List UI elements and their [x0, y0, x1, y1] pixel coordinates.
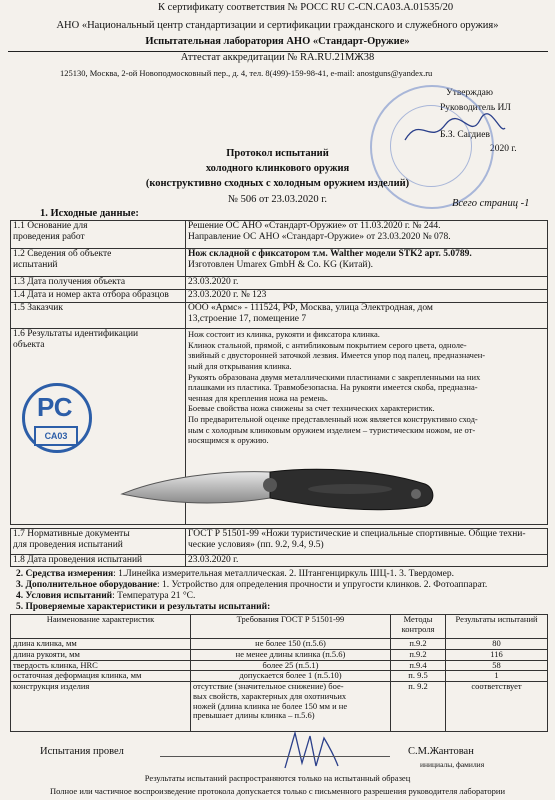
approve-label: Утверждаю: [446, 88, 493, 98]
table-row: 1.7 Нормативные документы для проведения испытаний ГОСТ Р 51501-99 «Ножи туристические и специальные спортивные. Общие техни- ческие условия» (пп. 9.2, 9.4, 9.5): [11, 529, 548, 555]
certificate-reference: К сертификату соответствия № РОСС RU С-CN.CA03.A.01535/20: [158, 2, 454, 13]
tested-by-label: Испытания провел: [40, 746, 124, 757]
approver-signature: [400, 110, 510, 150]
requirement-line: превышает длины клинка – п.5.6): [193, 710, 315, 721]
address-line: 125130, Москва, 2-ой Новоподмосковный пер., д. 4, тел. 8(499)-159-98-41, e-mail: anostguns@yandex.ru: [60, 68, 433, 78]
table-row: 1.3 Дата получения объекта 23.03.2020 г.: [11, 277, 548, 290]
accreditation-line: Аттестат аккредитации № RA.RU.21МЖ38: [180, 52, 375, 63]
tester-signature: [280, 728, 340, 773]
table-row: длина клинка, мм не более 150 (п.5.6) п.9.2 80: [11, 639, 548, 650]
table-row: 1.2 Сведения об объекте испытаний Нож складной с фиксатором т.м. Walther модели STK2 арт. 5.0789. Изготовлен Umarex GmbH & Co. KG (Китай).: [11, 249, 548, 277]
measuring-tools: 2. Средства измерения: 1.Линейка измерительная металлическая. 2. Штангенциркуль ШЦ-1. 3. Твердомер.: [16, 569, 454, 579]
table-row: 1.8 Дата проведения испытаний 23.03.2020 г.: [11, 555, 548, 567]
normative-table: [10, 528, 548, 567]
table-row: 1.5 Заказчик ООО «Армс» - 111524, РФ, Москва, улица Электродная, дом 13,строение 17, помещение 7: [11, 303, 548, 329]
footer-note-2: Полное или частичное воспроизведение протокола допускается только с письменного разрешения руководителя лаборатории: [50, 786, 505, 796]
table-row: 1.6 Результаты идентификации объекта Нож состоит из клинка, рукояти и фиксатора клинка. Клинок стальной, прямой, с антибликовым покрытием серого цвета, одноле- звийный с двусторонней заточкой лезвия. Имеется упор под палец, предназначен- ный для открывания клинка. Рукоять образована двумя металлическими пластинами с закрепленными на них плашками из пластика. Травмобезопасна. На рукояти имеется скоба, предназна- ченная для крепления ножа на ремень. Боевые свойства ножа снижены за счет технических характеристик. По предварительной оценке представленный нож является конструктивно сход- ным с холодным клинковым оружием изделием – туристическим ножом, не от- носящимся к оружию.: [11, 329, 548, 525]
table-header-row: Наименование характеристик Требования ГОСТ Р 51501-99 Методы контроля Результаты испытаний: [11, 615, 548, 639]
protocol-title: Протокол испытаний: [226, 148, 329, 159]
requirement-line: вых свойств, характерных для охотничьих: [193, 690, 347, 701]
test-conditions: 4. Условия испытаний: Температура 21 °С.: [16, 591, 196, 601]
laboratory-name: Испытательная лаборатория АНО «Стандарт-Оружие»: [145, 36, 410, 47]
table-row: длина рукояти, мм не менее длины клинка (п.5.6) п.9.2 116: [11, 649, 548, 660]
footer-note-1: Результаты испытаний распространяются только на испытанный образец: [144, 773, 411, 783]
page-count: Всего страниц -1: [452, 198, 530, 209]
protocol-number: № 506 от 23.03.2020 г.: [228, 194, 327, 205]
requirement-line: отсутствие (значительное снижение) бое-: [193, 681, 344, 692]
approve-date: 2020 г.: [490, 144, 517, 154]
table-row: конструкция изделия отсутствие (значительное снижение) бое- вых свойств, характерных для охотничьих ножей (длина клинка не более 150 мм и не превышает длины клинка – п.5.6) п. 9.2 соответствует: [11, 682, 548, 732]
protocol-subtitle: холодного клинкового оружия: [205, 163, 350, 174]
results-table: [10, 614, 548, 732]
requirement-line: ножей (длина клинка не более 150 мм и не: [193, 700, 348, 711]
approve-role: Руководитель ИЛ: [440, 103, 511, 113]
certification-logo: РС СА03: [22, 383, 92, 453]
protocol-subtitle-2: (конструктивно сходных с холодным оружием изделий): [145, 178, 410, 189]
tester-name: С.М.Жантован: [408, 746, 474, 757]
table-row: остаточная деформация клинка, мм допускается более 1 (п.5.10) п. 9.5 1: [11, 671, 548, 682]
organization-name: АНО «Национальный центр стандартизации и сертификации гражданского и служебного оружия»: [56, 20, 499, 31]
section-5-heading: 5. Проверяемые характеристики и результаты испытаний:: [16, 602, 271, 612]
section-1-heading: 1. Исходные данные:: [40, 208, 139, 219]
name-caption: инициалы, фамилия: [420, 760, 485, 769]
table-row: твердость клинка, HRC более 25 (п.5.1) п.9.4 58: [11, 660, 548, 671]
table-row: 1.1 Основание для проведения работ Решение ОС АНО «Стандарт-Оружие» от 11.03.2020 г. № 244. Направление ОС АНО «Стандарт-Оружие» от 23.03.2020 № 078.: [11, 221, 548, 249]
table-row: 1.4 Дата и номер акта отбора образцов 23.03.2020 г. № 123: [11, 290, 548, 303]
construction-requirement: [191, 682, 391, 732]
additional-equipment: 3. Дополнительное оборудование: 1. Устройство для определения прочности и упругости клинков. 2. Фотоаппарат.: [16, 580, 488, 590]
knife-photo: [120, 458, 440, 520]
approve-name: Б.З. Сагдиев: [440, 130, 490, 140]
